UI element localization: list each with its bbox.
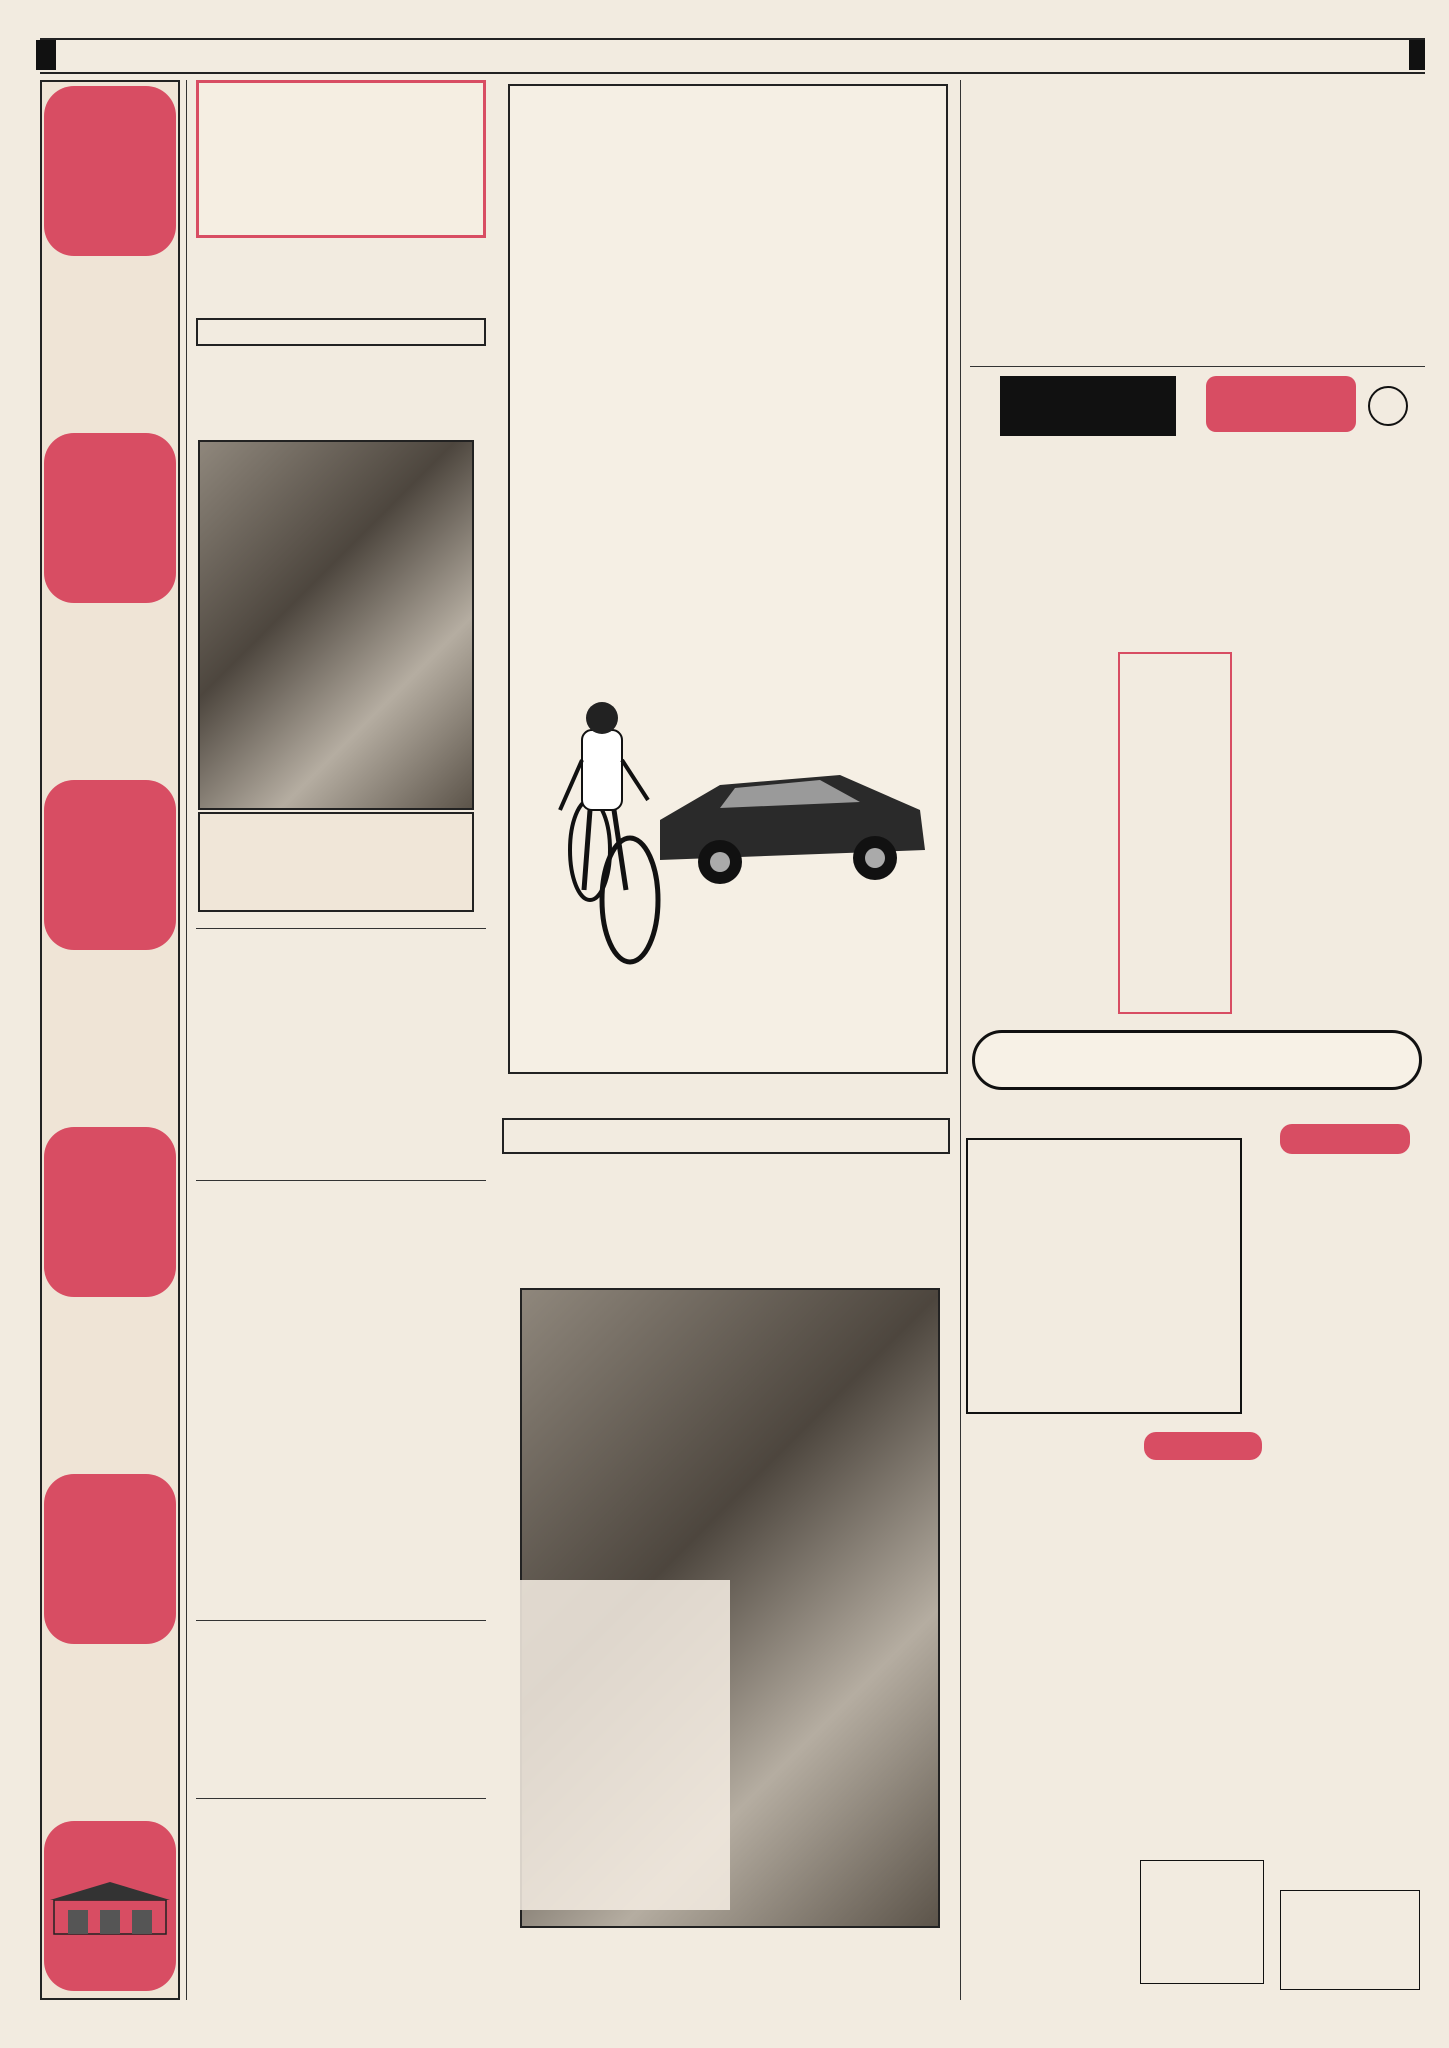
capital-ad-body	[196, 1664, 486, 1794]
bank-ad-body	[196, 1842, 486, 1992]
auction-body	[196, 1232, 486, 1612]
special-puzzle-label	[1144, 1432, 1262, 1460]
column-rule	[186, 80, 187, 2000]
section-divider	[196, 1620, 486, 1621]
western-photo	[198, 440, 474, 810]
leather-badge	[44, 1474, 176, 1644]
guidance-continued	[970, 652, 1110, 1022]
shop-illustration	[48, 1880, 172, 1938]
section-divider	[196, 1798, 486, 1799]
special-puzzle-clues	[966, 1466, 1262, 1836]
regular-puzzle-label	[1280, 1124, 1410, 1154]
western-blurb	[196, 246, 486, 314]
crossword-grid[interactable]	[966, 1138, 1242, 1414]
masthead-bar	[40, 38, 1425, 74]
prize-box	[196, 80, 486, 238]
guidance-body	[970, 468, 1230, 648]
bicycle-ad-text	[510, 150, 946, 302]
gold-body	[970, 112, 1230, 360]
page-number	[36, 40, 56, 70]
section-divider	[196, 928, 486, 929]
puzzle-side-numbers	[1244, 1138, 1260, 1428]
guidance-ask-box	[1000, 376, 1176, 436]
puzzle-banner	[972, 1030, 1422, 1090]
film-poster-credits	[520, 1580, 730, 1910]
western-film-box	[198, 812, 474, 912]
guidance-badge-number	[1368, 386, 1408, 426]
section-label	[1409, 40, 1425, 70]
leather-ad-stack	[44, 86, 176, 1991]
regular-puzzle-clues-cont	[1276, 1450, 1426, 1870]
leather-badge	[44, 780, 176, 950]
cinema-starts-box	[196, 318, 486, 346]
leather-badge	[44, 1127, 176, 1297]
guidance-body	[1244, 468, 1425, 1028]
leather-badge	[44, 433, 176, 603]
water-body	[1122, 706, 1228, 1006]
section-divider	[196, 1180, 486, 1181]
section-divider	[970, 366, 1425, 367]
leather-badge	[44, 86, 176, 256]
film-title-box	[502, 1118, 950, 1154]
minister-article-body	[196, 954, 486, 1174]
solution-grid-regular	[1280, 1890, 1420, 1990]
solution-grid-special	[1140, 1860, 1264, 1984]
bicycle-car-illustration	[520, 700, 940, 1000]
column-rule	[960, 80, 961, 2000]
guidance-badge	[1206, 376, 1356, 432]
